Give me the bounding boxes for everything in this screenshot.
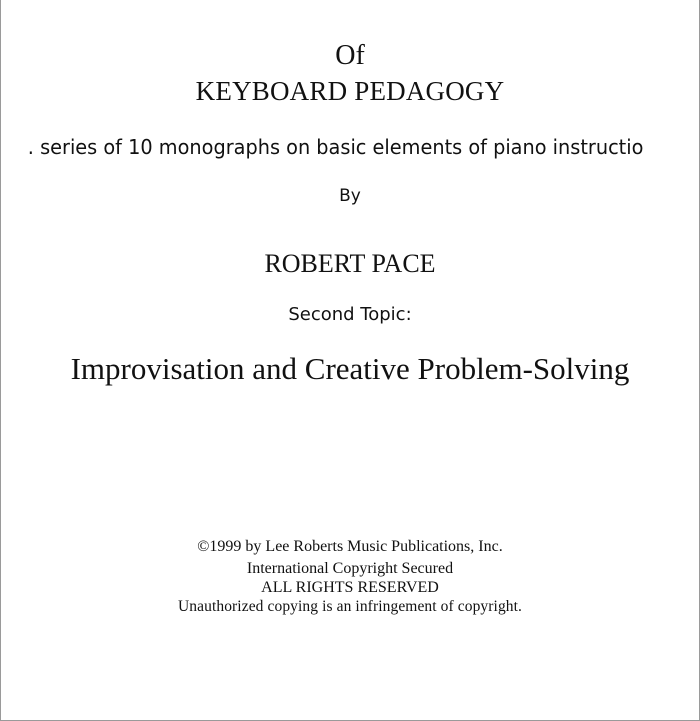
series-subtitle: . series of 10 monographs on basic elements of piano instructio — [27, 135, 644, 159]
author-name: ROBERT PACE — [264, 249, 436, 278]
copyright-secured-line: International Copyright Secured — [246, 559, 454, 577]
by-label: By — [339, 186, 361, 206]
copyright-block — [1, 537, 699, 616]
copyright-line: ©1999 by Lee Roberts Music Publications, Inc. — [197, 538, 503, 555]
unauthorized-copying-line: Unauthorized copying is an infringement of copyright. — [177, 597, 523, 615]
topic-title: Improvisation and Creative Problem-Solving — [70, 351, 630, 386]
topic-label: Second Topic: — [288, 304, 412, 325]
heading-of: Of — [335, 40, 365, 71]
rights-reserved-line: ALL RIGHTS RESERVED — [261, 579, 439, 597]
heading-main-title: KEYBOARD PEDAGOGY — [195, 76, 505, 106]
